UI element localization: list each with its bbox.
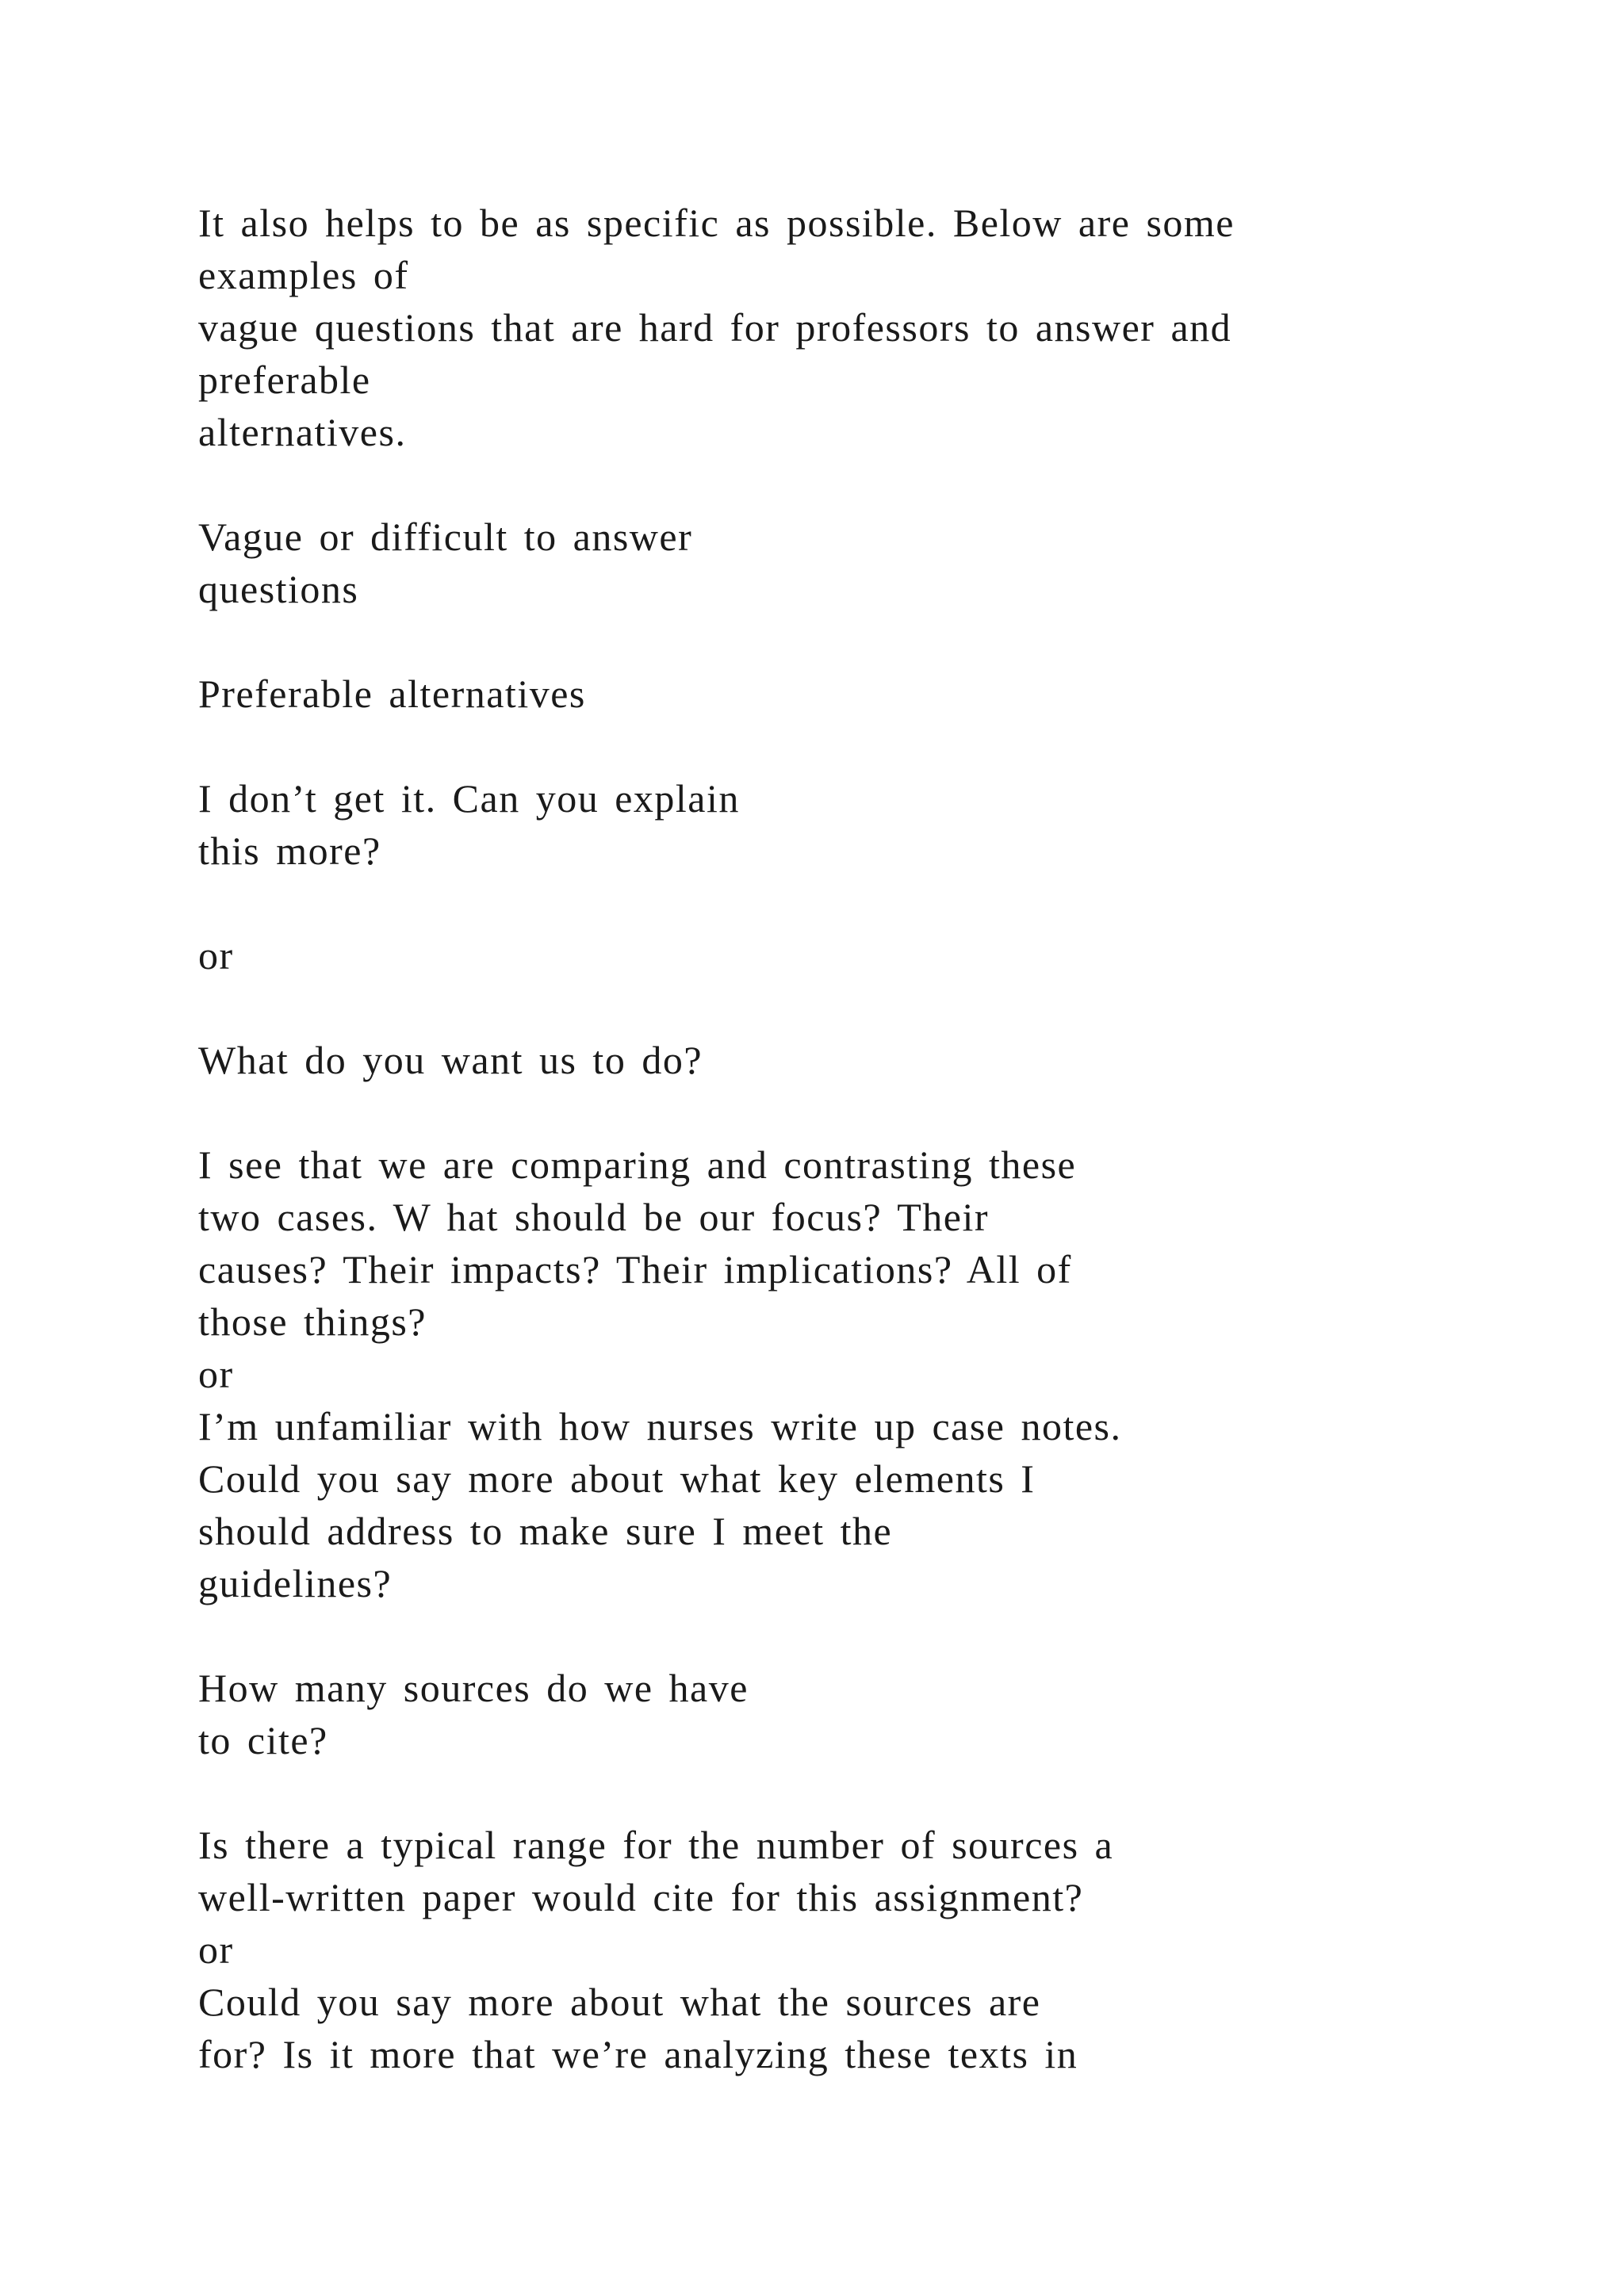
text-line: guidelines? — [198, 1561, 393, 1605]
text-line: examples of — [198, 253, 409, 297]
text-line: or — [198, 1352, 234, 1396]
text-line: I see that we are comparing and contrasting these — [198, 1142, 1077, 1187]
text-line: I’m unfamiliar with how nurses write up case notes. — [198, 1404, 1122, 1448]
blank-line — [198, 458, 1546, 511]
text-line: vague questions that are hard for professors to answer and — [198, 305, 1232, 350]
text-line: or — [198, 933, 234, 978]
text-line: two cases. W hat should be our focus? Their — [198, 1195, 990, 1239]
text-line: or — [198, 1927, 234, 1972]
text-line: Preferable alternatives — [198, 672, 586, 716]
text-line: causes? Their impacts? Their implications? All of — [198, 1247, 1072, 1292]
text-line: I don’t get it. Can you explain — [198, 776, 740, 821]
blank-line — [198, 877, 1546, 929]
blank-line — [198, 1766, 1546, 1819]
text-line: should address to make sure I meet the — [198, 1509, 893, 1553]
blank-line — [198, 1609, 1546, 1662]
text-line: for? Is it more that we’re analyzing these texts in — [198, 2032, 1078, 2076]
text-line: well-written paper would cite for this assignment? — [198, 1875, 1084, 1919]
text-line: questions — [198, 567, 359, 611]
text-line: to cite? — [198, 1718, 328, 1762]
text-line: It also helps to be as specific as possible. Below are some — [198, 201, 1235, 245]
blank-line — [198, 720, 1546, 772]
blank-line — [198, 1086, 1546, 1138]
text-line: What do you want us to do? — [198, 1038, 703, 1082]
text-line: Could you say more about what the sources are — [198, 1980, 1041, 2024]
text-line: Vague or difficult to answer — [198, 515, 693, 559]
text-line: How many sources do we have — [198, 1666, 749, 1710]
text-line: Is there a typical range for the number of sources a — [198, 1823, 1114, 1867]
text-line: this more? — [198, 828, 381, 873]
document-body — [198, 197, 1546, 2080]
blank-line — [198, 615, 1546, 668]
blank-line — [198, 982, 1546, 1034]
text-line: preferable — [198, 358, 371, 402]
text-line: alternatives. — [198, 410, 407, 454]
text-line: those things? — [198, 1299, 427, 1344]
text-line: Could you say more about what key elements I — [198, 1456, 1036, 1501]
